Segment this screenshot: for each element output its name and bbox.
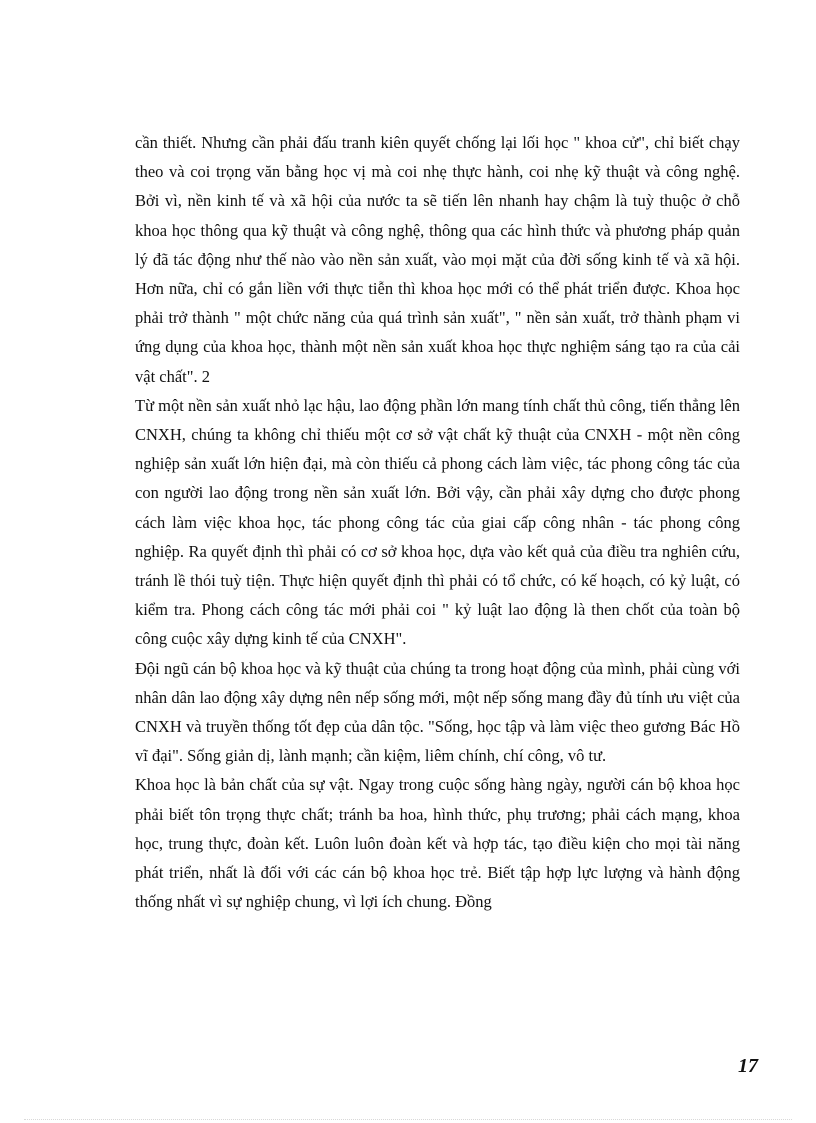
page-number: 17 [738, 1055, 758, 1077]
paragraph-1: cần thiết. Nhưng cần phải đấu tranh kiên quyết chống lại lối học " khoa cử", chỉ biết chạy theo và coi trọng văn bằng học vị mà coi nhẹ thực hành, coi nhẹ kỹ thuật và công nghệ. Bởi vì, nền kinh tế và xã hội của nước ta sẽ tiến lên nhanh hay chậm là tuỳ thuộc ở chỗ khoa học thông qua kỹ thuật và công nghệ, thông qua các hình thức và phương pháp quản lý đã tác động như thế nào vào nền sản xuất, vào mọi mặt của đời sống kinh tế và xã hội. Hơn nữa, chỉ có gắn liền với thực tiễn thì khoa học mới có thể phát triển được. Khoa học phải trở thành " một chức năng của quá trình sản xuất", " nền sản xuất, trở thành phạm vi ứng dụng của khoa học, thành một nền sản xuất khoa học thực nghiệm sáng tạo ra của cải vật chất". 2 [135, 133, 740, 386]
body-text [135, 128, 740, 916]
paragraph-3: Đội ngũ cán bộ khoa học và kỹ thuật của chúng ta trong hoạt động của mình, phải cùng với nhân dân lao động xây dựng nên nếp sống mới, một nếp sống mang đầy đủ tính ưu việt của CNXH và truyền thống tốt đẹp của dân tộc. "Sống, học tập và làm việc theo gương Bác Hồ vĩ đại". Sống giản dị, lành mạnh; cần kiệm, liêm chính, chí công, vô tư. [135, 658, 740, 766]
paragraph-2: Từ một nền sản xuất nhỏ lạc hậu, lao động phần lớn mang tính chất thủ công, tiến thẳng lên CNXH, chúng ta không chỉ thiếu một cơ sở vật chất kỹ thuật của CNXH - một nền công nghiệp sản xuất lớn hiện đại, mà còn thiếu cả phong cách làm việc, tác phong công tác của con người lao động trong nền sản xuất lớn. Bởi vậy, cần phải xây dựng cho được phong cách làm việc khoa học, tác phong công tác của giai cấp công nhân - tác phong công nghiệp. Ra quyết định thì phải có cơ sở khoa học, dựa vào kết quả của điều tra nghiên cứu, tránh lề thói tuỳ tiện. Thực hiện quyết định thì phải có tổ chức, có kế hoạch, có kỷ luật, có kiểm tra. Phong cách công tác mới phải coi " kỷ luật lao động là then chốt của toàn bộ công cuộc xây dựng kinh tế của CNXH". [135, 395, 740, 649]
bottom-divider [24, 1119, 792, 1120]
paragraph-4: Khoa học là bản chất của sự vật. Ngay trong cuộc sống hàng ngày, người cán bộ khoa học phải biết tôn trọng thực chất; tránh ba hoa, hình thức, phụ trương; phải cách mạng, khoa học, trung thực, đoàn kết. Luôn luôn đoàn kết và hợp tác, tạo điều kiện cho mọi tài năng phát triển, nhất là đối với các cán bộ khoa học trẻ. Biết tập hợp lực lượng và hành động thống nhất vì sự nghiệp chung, vì lợi ích chung. Đồng [135, 775, 740, 912]
